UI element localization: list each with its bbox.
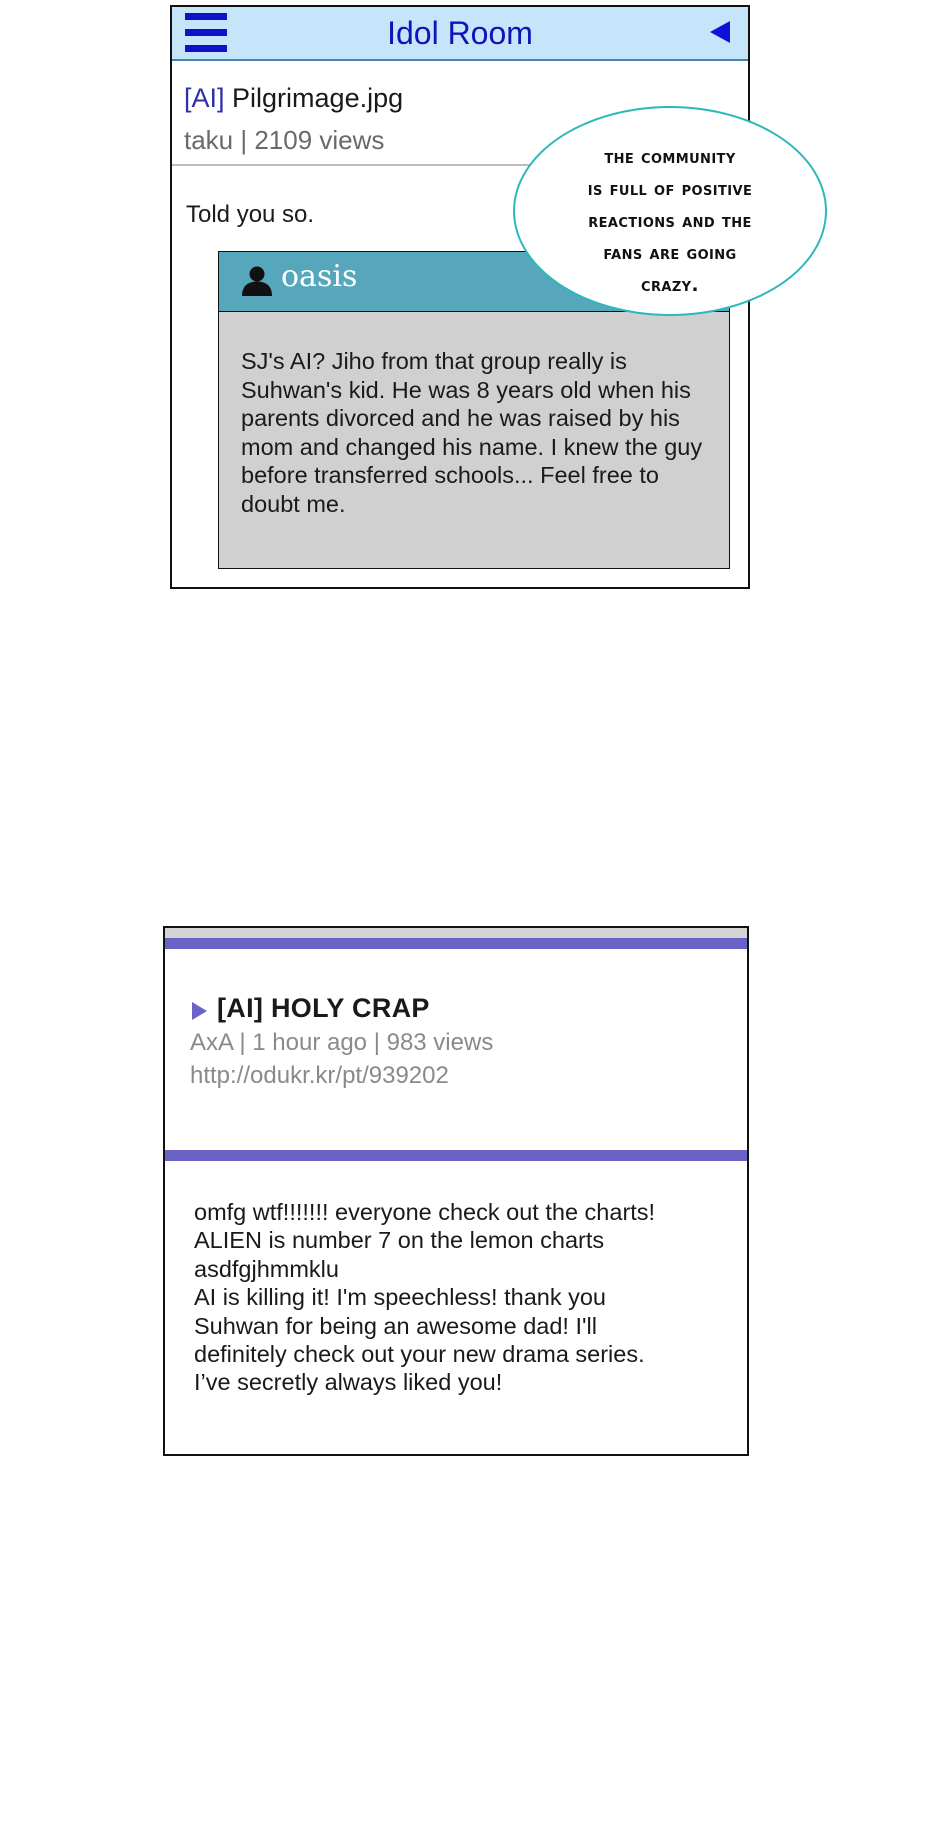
post-body-line: omfg wtf!!!!!!! everyone check out the charts! (194, 1199, 656, 1225)
post-body-line: I’ve secretly always liked you! (194, 1369, 503, 1396)
post-body-line: Suhwan for being an awesome dad! I'll (194, 1312, 597, 1339)
post-body-line: AI is killing it! I'm speechless! thank you (194, 1284, 606, 1311)
post-body-line: definitely check out your new drama series. (194, 1341, 645, 1368)
bubble-line: reactions and the (588, 211, 752, 232)
post-body-line: ALIEN is number 7 on the lemon charts (194, 1227, 605, 1254)
speech-bubble-text (525, 142, 815, 302)
back-arrow-icon[interactable] (710, 21, 730, 43)
page-title: Idol Room (387, 15, 533, 51)
post-meta: AxA | 1 hour ago | 983 views (190, 1029, 494, 1056)
play-triangle-icon (192, 1002, 207, 1020)
post-title[interactable]: [AI] HOLY CRAP (217, 993, 430, 1023)
bubble-line: the community (604, 147, 736, 168)
top-bar (165, 928, 747, 938)
bubble-line: crazy. (641, 275, 699, 296)
post-url-link[interactable]: http://odukr.kr/pt/939202 (190, 1062, 449, 1089)
post-body-line: asdfgjhmmklu (194, 1255, 339, 1282)
post-meta: taku | 2109 views (184, 125, 385, 155)
bubble-line: fans are going (603, 243, 737, 264)
post-body: Told you so. (186, 201, 315, 228)
post-tag: [AI] (184, 83, 225, 113)
accent-bar (165, 1150, 747, 1161)
bubble-line: is full of positive (587, 179, 753, 200)
post-title-text: Pilgrimage.jpg (232, 83, 404, 113)
comment-username[interactable]: oasis (281, 259, 358, 294)
accent-bar (165, 938, 747, 949)
user-icon (241, 264, 273, 296)
post-body (194, 1198, 734, 1397)
comment-text: SJ's AI? Jiho from that group really is Suhwan's kid. He was 8 years old when his parents divorced and he was raised by his mom and changed his name. I knew the guy before transferred schools... Feel free to doubt me. (241, 348, 703, 517)
speech-bubble (513, 106, 827, 316)
app-header (172, 7, 748, 61)
forum-post-panel (163, 926, 749, 1456)
post-title[interactable] (184, 83, 403, 114)
